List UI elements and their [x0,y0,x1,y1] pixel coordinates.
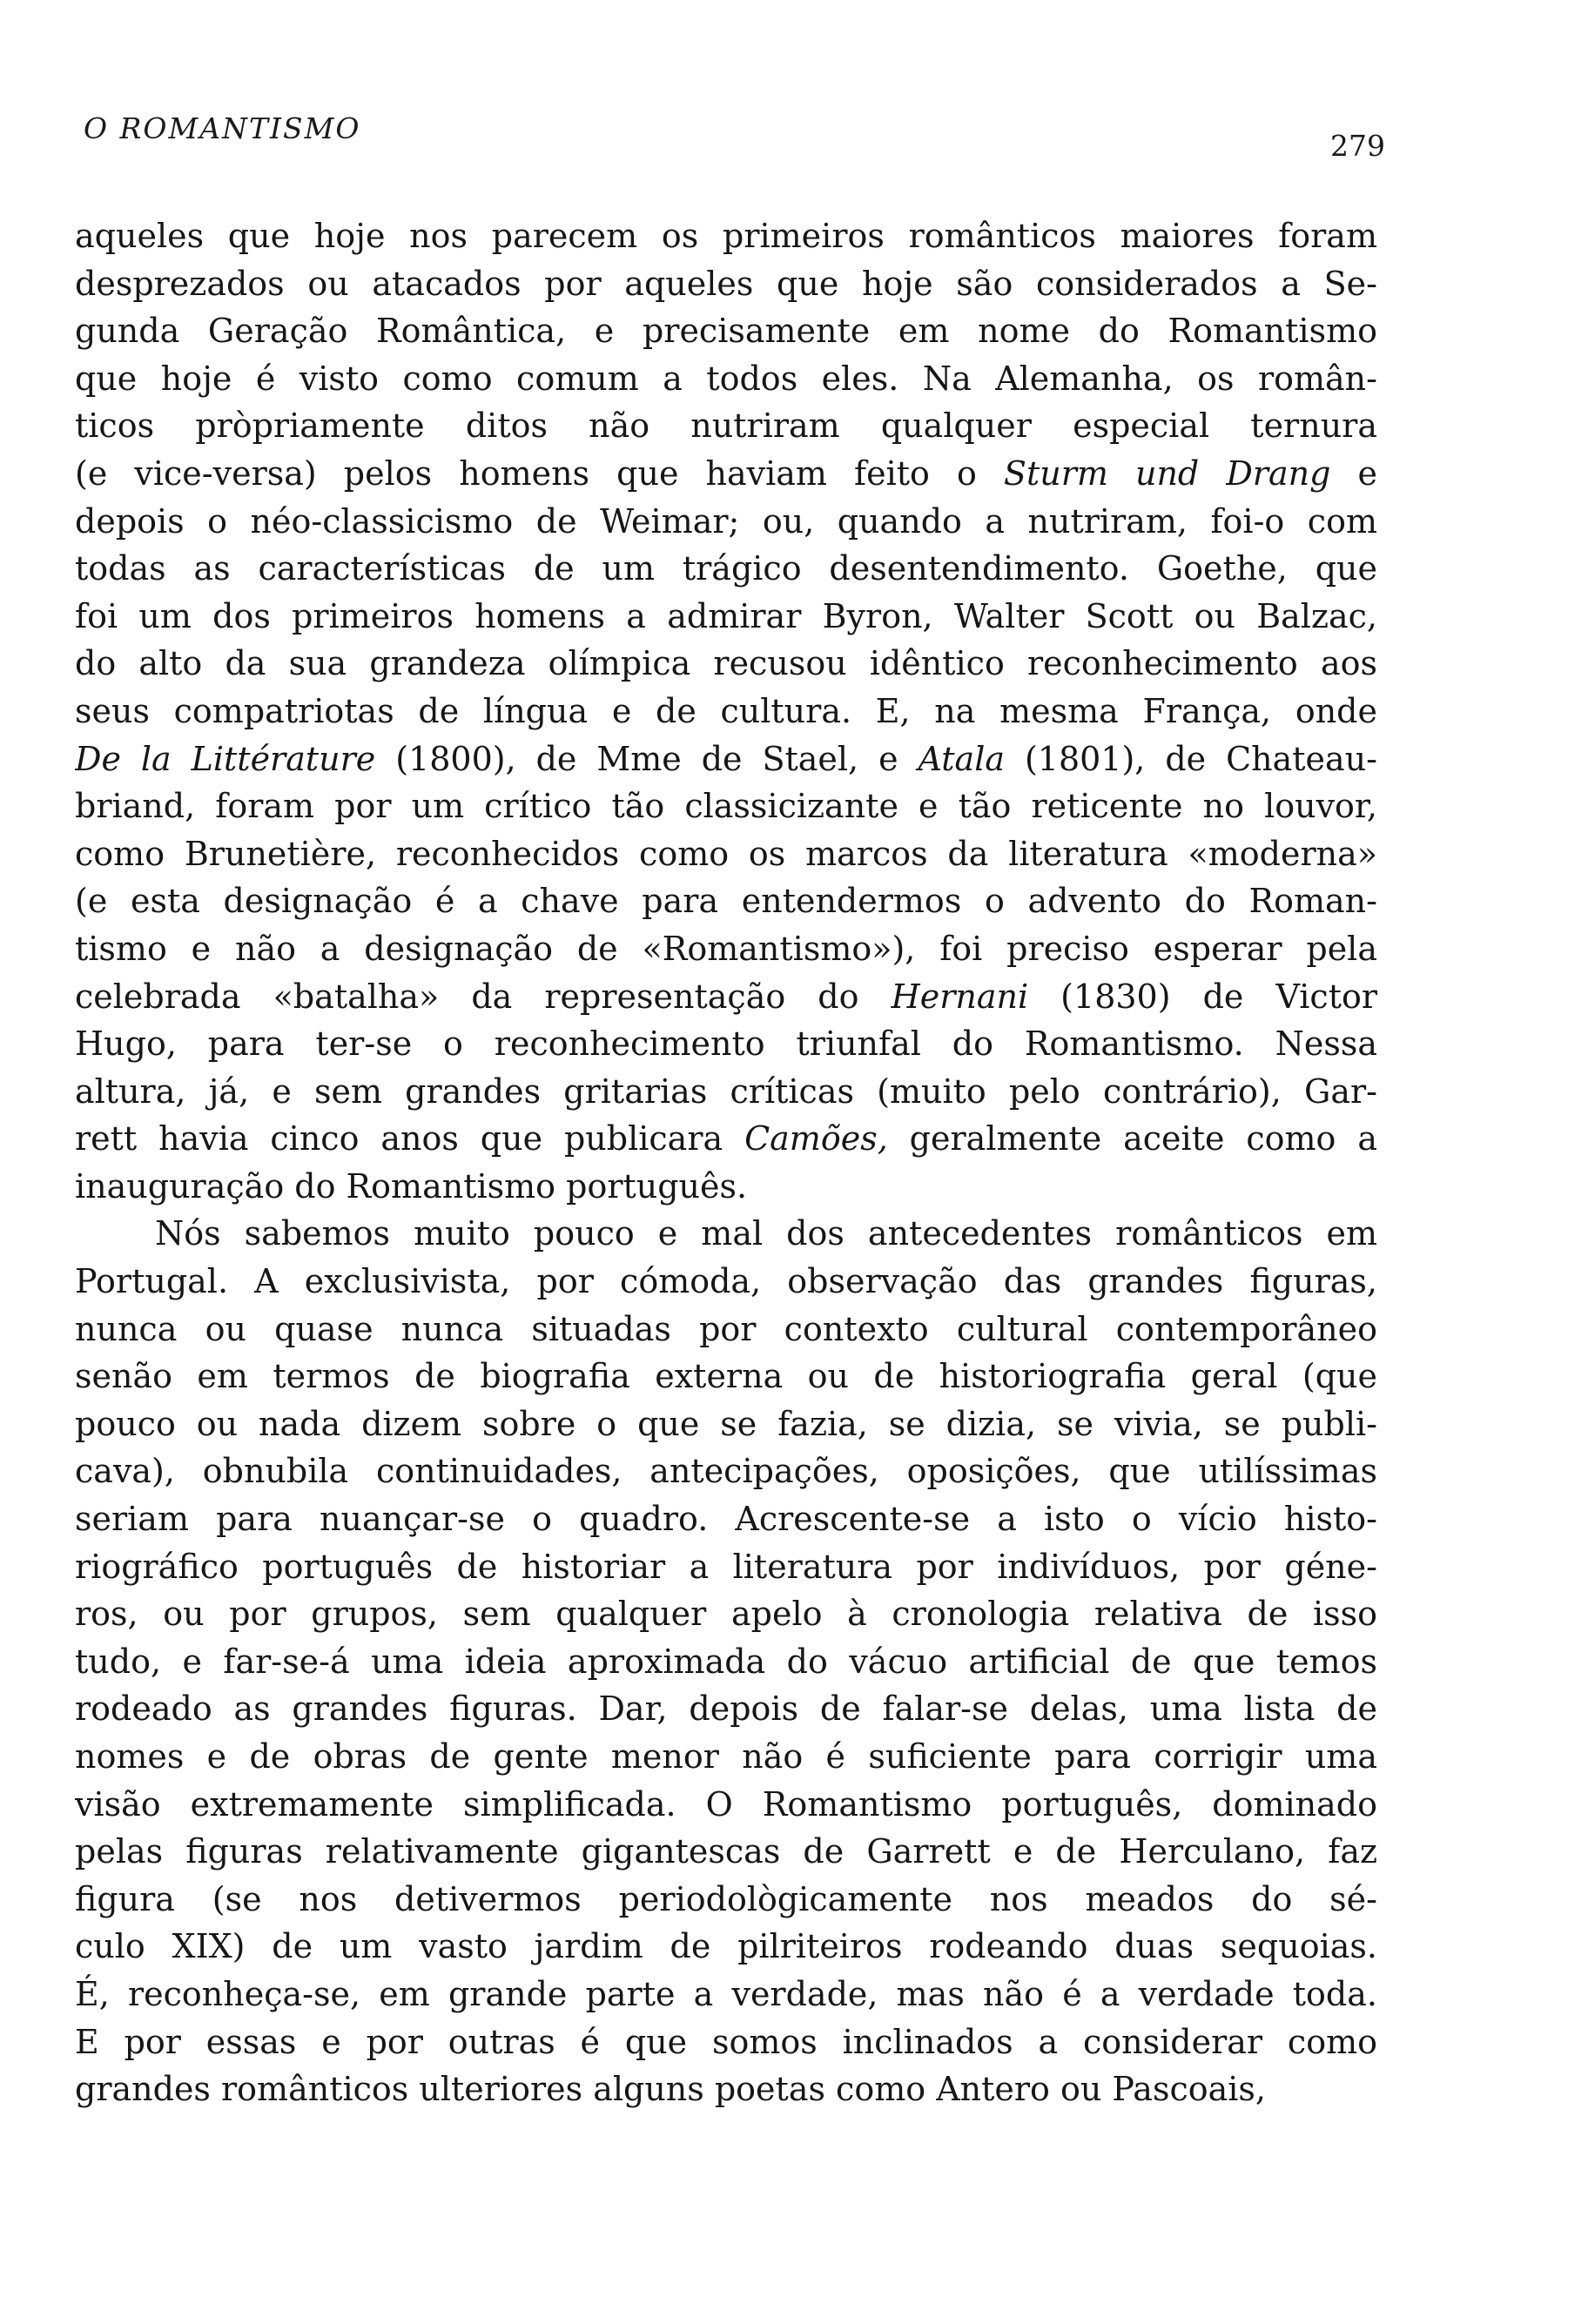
text-line [75,1258,1377,1306]
text-run: riográfico português de historiar a literatura por indivíduos, por géne- [75,1547,1377,1586]
text-run: Nós sabemos muito pouco e mal dos antecedentes românticos em [155,1214,1377,1253]
text-line [75,1353,1377,1400]
text-run: pelas figuras relativamente gigantescas de Garrett e de Herculano, faz [75,1832,1377,1871]
text-line [75,545,1377,593]
text-run: depois o néo-classicismo de Weimar; ou, quando a nutriram, foi-o com [75,501,1377,541]
text-line [75,1733,1377,1781]
text-line [75,1068,1377,1116]
text-run: (1800), de Mme de Stael, e [375,739,918,778]
text-run: Portugal. A exclusivista, por cómoda, observação das grandes figuras, [75,1262,1377,1301]
text-line [75,1876,1377,1924]
body-text [75,212,1377,2113]
text-line [75,1781,1377,1829]
text-line [75,783,1377,830]
text-run: E por essas e por outras é que somos inclinados a considerar como [75,2022,1377,2061]
text-run: foi um dos primeiros homens a admirar Byron, Walter Scott ou Balzac, [75,596,1377,635]
running-head [84,111,1390,164]
text-run: altura, já, e sem grandes gritarias críticas (muito pelo contrário), Gar- [75,1071,1377,1111]
text-run: todas as características de um trágico desentendimento. Goethe, que [75,549,1377,588]
text-run: gunda Geração Romântica, e precisamente em nome do Romantismo [75,312,1377,351]
text-line [75,593,1377,641]
italic-title: De la Littérature [75,739,376,778]
text-run: tismo e não a designação de «Romantismo»), foi preciso esperar pela [75,929,1377,968]
text-line [75,1971,1377,2018]
text-run: e [1330,453,1377,493]
text-line [75,1923,1377,1971]
text-line [75,1495,1377,1543]
text-line [75,1210,1377,1258]
text-line [75,260,1377,308]
text-run: aqueles que hoje nos parecem os primeiros românticos maiores foram [75,217,1377,255]
italic-title: Atala [918,739,1006,778]
text-line [75,688,1377,735]
text-line [75,1828,1377,1876]
text-run: Hugo, para ter-se o reconhecimento triunfal do Romantismo. Nessa [75,1024,1377,1064]
text-line [75,925,1377,973]
text-run: que hoje é visto como comum a todos eles. Na Alemanha, os român- [75,359,1377,398]
text-run: desprezados ou atacados por aqueles que hoje são considerados a Se- [75,264,1377,303]
text-line [75,877,1377,925]
text-run: do alto da sua grandeza olímpica recusou idêntico reconhecimento aos [75,644,1377,683]
text-line [75,450,1377,498]
text-run: (1801), de Chateau- [1005,739,1377,778]
text-run: rodeado as grandes figuras. Dar, depois de falar-se delas, uma lista de [75,1689,1377,1729]
text-line [75,1020,1377,1068]
text-line [75,1447,1377,1495]
text-run: É, reconheça-se, em grande parte a verdade, mas não é a verdade toda. [75,1974,1377,2013]
text-line [75,735,1377,783]
text-run: seriam para nuançar-se o quadro. Acrescente-se a isto o vício histo- [75,1500,1377,1539]
text-line [75,1685,1377,1733]
text-run: ticos pròpriamente ditos não nutriram qualquer especial ternura [75,406,1377,446]
page-number: 279 [1330,129,1385,163]
paragraph [75,212,1377,1210]
text-run: celebrada «batalha» da representação do [75,977,892,1016]
text-line [75,640,1377,688]
text-run: (e esta designação é a chave para entendermos o advento do Roman- [75,882,1377,921]
paragraph [75,1210,1377,2112]
text-line [75,1115,1377,1163]
text-line [75,1590,1377,1638]
italic-title: Camões, [744,1119,888,1159]
text-run: como Brunetière, reconhecidos como os marcos da literatura «moderna» [75,834,1377,873]
text-run: cava), obnubila continuidades, antecipações, oposições, que utilíssimas [75,1452,1377,1491]
text-line [75,2065,1377,2113]
text-line [75,307,1377,355]
text-run: nunca ou quase nunca situadas por contexto cultural contemporâneo [75,1309,1377,1348]
text-run: grandes românticos ulteriores alguns poetas como Antero ou Pascoais, [75,2070,1266,2109]
text-run: (1830) de Victor [1028,977,1377,1016]
text-line [75,1306,1377,1353]
text-run: ros, ou por grupos, sem qualquer apelo à cronologia relativa de isso [75,1595,1377,1634]
text-run: geralmente aceite como a [887,1119,1377,1159]
text-line [75,2018,1377,2066]
text-line [75,1400,1377,1448]
text-run: nomes e de obras de gente menor não é suficiente para corrigir uma [75,1737,1377,1776]
text-line [75,1638,1377,1686]
text-run: inauguração do Romantismo português. [75,1166,748,1206]
text-line [75,1543,1377,1591]
text-line [75,402,1377,450]
text-run: seus compatriotas de língua e de cultura. E, na mesma França, onde [75,691,1377,730]
text-line [75,355,1377,403]
text-run: rett havia cinco anos que publicara [75,1119,745,1159]
text-line [75,973,1377,1021]
text-run: visão extremamente simplificada. O Romantismo português, dominado [75,1784,1377,1824]
text-line [75,830,1377,878]
text-line [75,1163,1377,1211]
text-run: (e vice-versa) pelos homens que haviam feito o [75,453,1004,493]
text-run: figura (se nos detivermos periodològicamente nos meados do sé- [75,1879,1377,1918]
text-run: tudo, e far-se-á uma ideia aproximada do vácuo artificial de que temos [75,1642,1377,1681]
text-run: briand, foram por um crítico tão classicizante e tão reticente no louvor, [75,787,1377,826]
italic-title: Hernani [891,977,1029,1016]
text-line [75,498,1377,546]
text-line [75,212,1377,260]
italic-title: Sturm und Drang [1003,453,1331,493]
text-run: pouco ou nada dizem sobre o que se fazia, se dizia, se vivia, se publi- [75,1404,1377,1443]
text-run: senão em termos de biografia externa ou de historiografia geral (que [75,1357,1377,1396]
text-run: culo XIX) de um vasto jardim de pilriteiros rodeando duas sequoias. [75,1927,1377,1966]
running-title: O ROMANTISMO [84,111,361,145]
